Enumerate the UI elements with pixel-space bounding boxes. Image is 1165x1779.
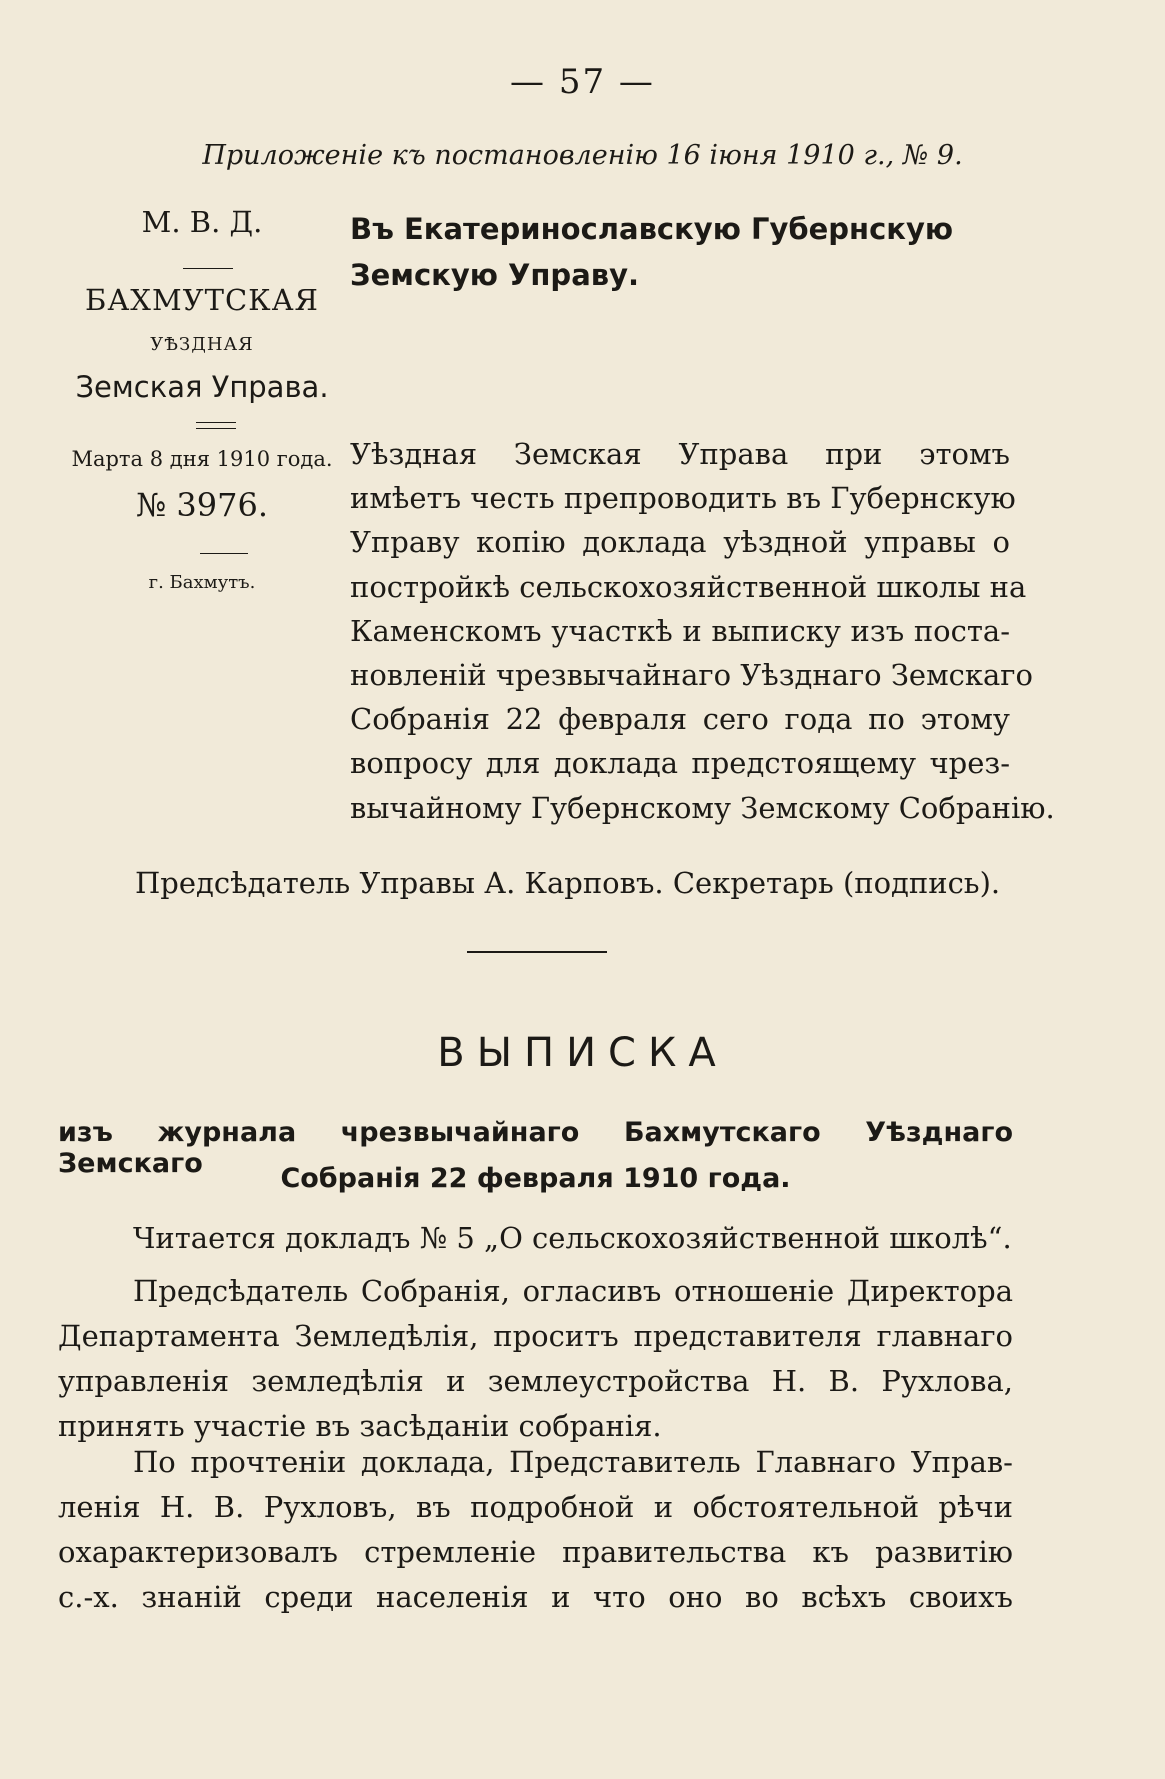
extract-subtitle: изъ журнала чрезвычайнаго Бахмутскаго Уѣзднаго Земскаго — [58, 1117, 1013, 1179]
paragraph-line: По прочтеніи доклада, Представитель Главнаго Управ- — [133, 1445, 1013, 1479]
divider — [196, 422, 236, 423]
extract-title: ВЫПИСКА — [437, 1030, 728, 1076]
letter-line: Уѣздная Земская Управа при этомъ — [350, 437, 1010, 471]
divider — [200, 553, 248, 554]
divider — [196, 428, 236, 429]
letter-line: вычайному Губернскому Земскому Собранію. — [350, 790, 1055, 825]
letter-line: Каменскомъ участкѣ и выписку изъ поста- — [350, 613, 1010, 648]
sender-level: УѢЗДНАЯ — [150, 334, 254, 355]
section-divider — [467, 951, 607, 953]
paragraph — [58, 1216, 1013, 1261]
sender-district: БАХМУТСКАЯ — [85, 283, 319, 317]
paragraph-line: охарактеризовалъ стремленіе правительства къ развитію — [58, 1535, 1013, 1569]
appendix-note: Приложеніе къ постановленію 16 іюня 1910 г., № 9. — [202, 140, 963, 171]
sender-board: Земская Управа. — [75, 370, 329, 404]
paragraph-line: принять участіе въ засѣданіи собранія. — [58, 1409, 662, 1443]
paragraph-line: Читается докладъ № 5 „О сельскохозяйственной школѣ“. — [133, 1221, 1012, 1255]
letter-date: Марта 8 дня 1910 года. — [71, 447, 333, 471]
paragraph-line: ленія Н. В. Рухловъ, въ подробной и обстоятельной рѣчи — [58, 1490, 1013, 1524]
page-number: — 57 — — [510, 62, 655, 102]
divider — [183, 268, 233, 269]
recipient-line-1: Въ Екатеринославскую Губернскую — [350, 212, 954, 246]
signature-line: Предсѣдатель Управы А. Карповъ. Секретарь (подпись). — [135, 866, 1001, 900]
letter-line: Управу копію доклада уѣздной управы о — [350, 525, 1010, 560]
letter-line: вопросу для доклада предстоящему чрез- — [350, 746, 1010, 781]
letter-line: Собранія 22 февраля сего года по этому — [350, 702, 1010, 737]
recipient-line-2: Земскую Управу. — [350, 258, 640, 292]
letter-number: № 3976. — [135, 486, 269, 524]
sender-ministry: М. В. Д. — [141, 205, 263, 239]
letter-line: новленій чрезвычайнаго Уѣзднаго Земскаго — [350, 658, 1033, 693]
paragraph-line: с.-х. знаній среди населенія и что оно во всѣхъ своихъ — [58, 1580, 1013, 1614]
paragraph — [58, 1269, 1013, 1449]
paragraph — [58, 1440, 1013, 1620]
paragraph-line: Предсѣдатель Собранія, огласивъ отношеніе Директора — [133, 1274, 1013, 1308]
letter-city: г. Бахмутъ. — [148, 572, 256, 593]
letter-line: постройкѣ сельскохозяйственной школы на — [350, 569, 1027, 604]
letter-line: имѣетъ честь препроводить въ Губернскую — [350, 481, 1016, 516]
letter-body — [350, 432, 1055, 830]
paragraph-line: управленія земледѣлія и землеустройства Н. В. Рухлова, — [58, 1364, 1013, 1398]
extract-subtitle: Собранія 22 февраля 1910 года. — [280, 1163, 791, 1194]
paragraph-line: Департамента Земледѣлія, проситъ представителя главнаго — [58, 1319, 1013, 1353]
